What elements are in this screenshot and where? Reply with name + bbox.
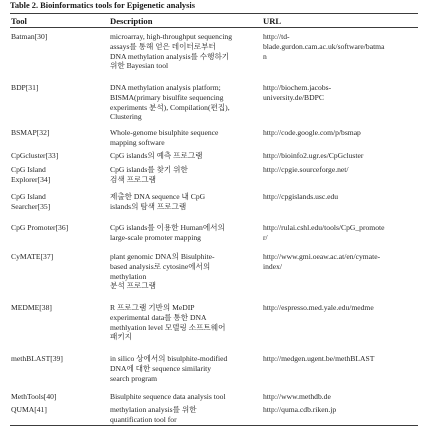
tool-name: CpG Promoter[36]: [11, 223, 69, 232]
tool-url: http://cpgislands.usc.edu: [263, 192, 339, 201]
header-tool: Tool: [11, 16, 27, 26]
tool-url: http://espresso.med.yale.edu/medme: [263, 303, 374, 312]
tool-name: QUMA[41]: [11, 405, 47, 414]
tool-url: http://www.methdb.de: [263, 392, 331, 401]
tool-url: http://medgen.ugent.be/methBLAST: [263, 354, 375, 363]
tool-description: plant genomic DNA의 Bisulphite- based analysis로 cytosine에서의 methylation 분석 프로그램: [110, 252, 215, 291]
tool-description: CpG islands의 예측 프로그램: [110, 151, 203, 160]
tool-description: 제출한 DNA sequence 내 CpG islands의 탐색 프로그램: [110, 192, 206, 211]
tool-url: http://rulai.cshl.edu/tools/CpG_promote r/: [263, 223, 385, 242]
tool-description: in silico 상에서의 bisulphite-modified DNA에 대한 sequence similarity search program: [110, 354, 228, 383]
tool-description: CpG islands를 찾기 위한 검색 프로그램: [110, 165, 188, 184]
tool-url: http://cpgie.sourceforge.net/: [263, 165, 349, 174]
tool-name: BSMAP[32]: [11, 128, 50, 137]
tool-url: http://quma.cdb.riken.jp: [263, 405, 337, 414]
tool-name: Batman[30]: [11, 32, 48, 41]
tool-name: methBLAST[39]: [11, 354, 63, 363]
tool-description: DNA methylation analysis platform; BISMA(primary bisulfite sequencing experiments 분석), Compilation(편집), Clustering: [110, 83, 230, 122]
tool-description: methylation analysis를 위한 quantification tool for: [110, 405, 197, 424]
tool-name: MethTools[40]: [11, 392, 57, 401]
tool-description: microarray, high-throughput sequencing assays를 통해 얻은 데이터로부터 DNA methylation analysis를 수행하기 위한 Bayesian tool: [110, 32, 233, 71]
tool-name: MEDME[38]: [11, 303, 52, 312]
tool-name: CyMATE[37]: [11, 252, 54, 261]
tool-url: http://code.google.com/p/bsmap: [263, 128, 361, 137]
tool-description: Whole-genome bisulphite sequence mapping software: [110, 128, 219, 147]
tool-description: Bisulphite sequence data analysis tool: [110, 392, 226, 401]
tool-name: CpG Island Searcher[35]: [11, 192, 51, 211]
table-header-rule: [10, 27, 418, 28]
table-caption: Table 2. Bioinformatics tools for Epigenetic analysis: [10, 1, 195, 10]
tool-url: http://bioinfo2.ugr.es/CpGcluster: [263, 151, 364, 160]
tool-name: CpG Island Explorer[34]: [11, 165, 51, 184]
tool-url: http://www.gmi.oeaw.ac.at/en/cymate- index/: [263, 252, 381, 271]
tool-url: http://biochem.jacobs- university.de/BDPC: [263, 83, 332, 102]
tool-description: CpG islands를 이용한 Human에서의 large-scale promoter mapping: [110, 223, 225, 242]
tool-url: http://td- blade.gurdon.cam.ac.uk/software/batma n: [263, 32, 385, 61]
tool-description: R 프로그램 기반의 MeDIP experimental data를 통한 DNA methlyation level 모델링 소프트웨어 패키지: [110, 303, 226, 342]
tool-name: BDP[31]: [11, 83, 39, 92]
header-url: URL: [263, 16, 282, 26]
table-bottom-rule: [10, 425, 418, 426]
table-top-rule: [10, 13, 418, 14]
tool-name: CpGcluster[33]: [11, 151, 59, 160]
header-description: Description: [110, 16, 153, 26]
